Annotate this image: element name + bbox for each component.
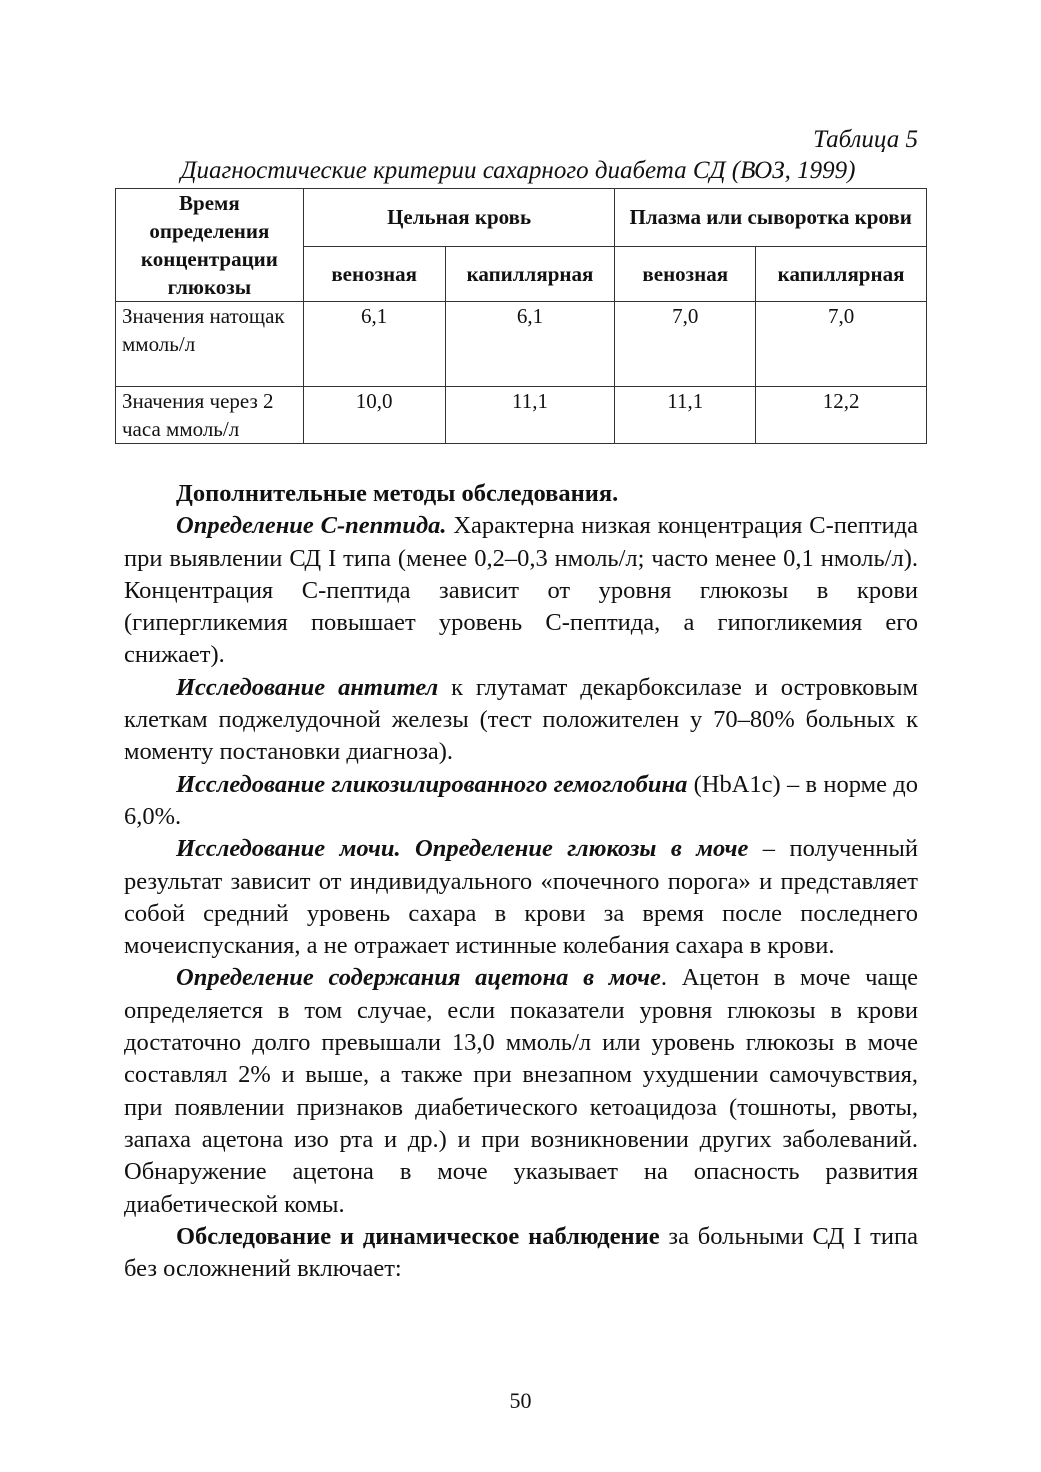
paragraph-hba1c — [124, 769, 918, 834]
section-heading-text: Дополнительные методы обследования. — [176, 480, 619, 507]
row-label: Значения натощак ммоль/л — [116, 302, 304, 387]
table-row — [116, 387, 927, 444]
criteria-table — [115, 188, 927, 444]
subheader-capillary: капиллярная — [756, 246, 927, 302]
header-time: Время определения концентрации глюкозы — [116, 189, 304, 302]
paragraph-text: . Ацетон в моче чаще определяется в том случае, если показатели уровня глюкозы в крови достаточно долго превышали 13,0 ммоль/л или уровень глюкозы в моче составлял 2% и выше, а также при внезапном ухудшении самочувствия, при появлении признаков диабетического кетоацидоза (тошноты, рвоты, запаха ацетона изо рта и др.) и при возникновении других заболеваний. Обнаружение ацетона в моче указывает на опасность развития диабетической комы. — [124, 964, 919, 1218]
term-urine: Исследование мочи. Определение глюкозы в моче — [176, 835, 749, 863]
paragraph-text: – полученный результат зависит от индивидуального «почечного порога» и представляет собой средний уровень сахара в крови за время после последнего мочеиспускания, а не отражает истинные колебания сахара в крови. — [124, 835, 918, 960]
body-text — [124, 478, 918, 1285]
paragraph-c-peptide — [124, 510, 918, 671]
paragraph-text: за больными СД I типа без осложнений включает: — [124, 1222, 918, 1283]
paragraph-text: (HbA1c) – в норме до 6,0%. — [124, 770, 919, 830]
table-cell: 12,2 — [756, 387, 927, 444]
page-number: 50 — [509, 1388, 532, 1413]
term-antibodies: Исследование антител — [176, 673, 439, 701]
subheader-capillary: капиллярная — [445, 246, 615, 302]
table-cell: 7,0 — [756, 302, 927, 387]
table-cell: 7,0 — [615, 302, 756, 387]
paragraph-urine — [124, 833, 918, 962]
table-header-row — [116, 189, 927, 247]
paragraph-monitoring — [124, 1221, 918, 1286]
table-row — [116, 302, 927, 387]
header-plasma: Плазма или сыворотка крови — [615, 189, 927, 247]
paragraph-acetone — [124, 962, 918, 1220]
subheader-venous: венозная — [615, 246, 756, 302]
header-whole-blood: Цельная кровь — [303, 189, 615, 247]
row-label: Значения через 2 часа ммоль/л — [116, 387, 304, 444]
term-acetone: Определение содержания ацетона в моче — [176, 964, 661, 992]
table-cell: 11,1 — [445, 387, 615, 444]
table-cell: 6,1 — [303, 302, 445, 387]
table-cell: 6,1 — [445, 302, 615, 387]
section-heading — [124, 478, 918, 510]
term-c-peptide: Определение С-пептида. — [176, 512, 447, 540]
paragraph-text: к глутамат декарбоксилазе и островковым клеткам поджелудочной железы (тест положителен у 70–80% больных к моменту постановки диагноза). — [124, 673, 918, 766]
paragraph-antibodies — [124, 672, 918, 769]
table-label: Таблица 5 — [813, 126, 918, 153]
table-cell: 10,0 — [303, 387, 445, 444]
table-cell: 11,1 — [615, 387, 756, 444]
term-monitoring: Обследование и динамическое наблюдение — [176, 1222, 660, 1250]
term-hba1c: Исследование гликозилированного гемоглобина — [176, 770, 688, 798]
table-title: Диагностические критерии сахарного диабета СД (ВОЗ, 1999) — [180, 157, 856, 184]
subheader-venous: венозная — [303, 246, 445, 302]
paragraph-text: Характерна низкая концентрация С-пептида при выявлении СД I типа (менее 0,2–0,3 нмоль/л; часто менее 0,1 нмоль/л). Концентрация С-пептида зависит от уровня глюкозы в крови (гипергликемия повышает уровень С-пептида, а гипогликемия его снижает). — [124, 512, 918, 669]
